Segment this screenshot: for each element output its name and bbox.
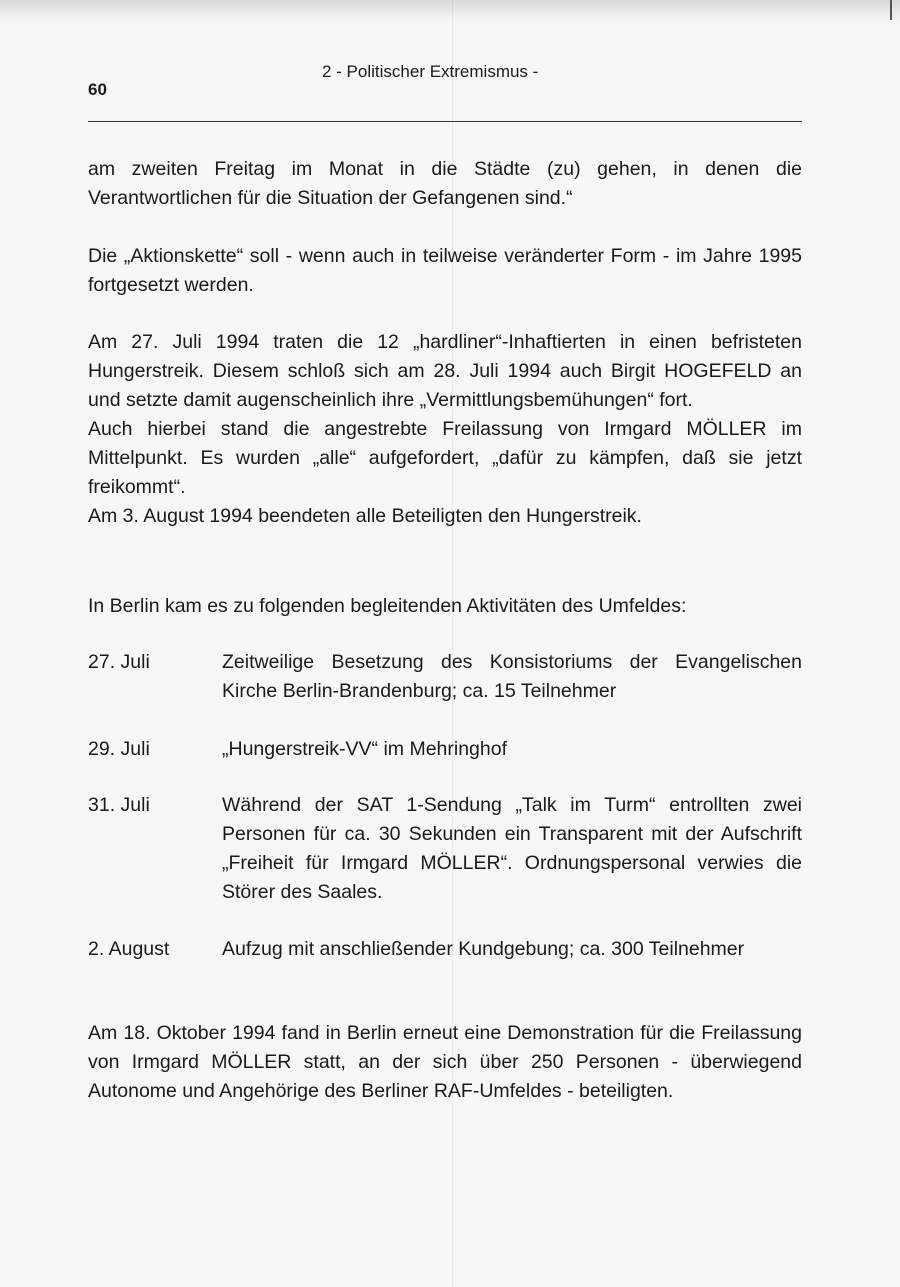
paragraph: Am 27. Juli 1994 traten die 12 „hardliner“-Inhaftierten in einen befristeten Hungerstreik. Diesem schloß sich am 28. Juli 1994 auch Birgit HOGEFELD an und setzte damit augenscheinlich ihre „Vermittlungsbemühungen“ fort. xyxy=(88,331,802,411)
activity-list xyxy=(88,648,802,964)
activity-description: Zeitweilige Besetzung des Konsistoriums der Evangelischen Kirche Berlin-Brandenburg; ca. 15 Teilnehmer xyxy=(222,651,802,702)
paragraph: Die „Aktionskette“ soll - wenn auch in teilweise veränderter Form - im Jahre 1995 fortgesetzt werden. xyxy=(88,245,802,296)
paragraph: am zweiten Freitag im Monat in die Städte (zu) gehen, in denen die Verantwortlichen für die Situation der Gefangenen sind.“ xyxy=(88,158,802,209)
running-header: 2 - Politischer Extremismus - xyxy=(322,62,539,81)
paragraph: Auch hierbei stand die angestrebte Freilassung von Irmgard MÖLLER im Mittelpunkt. Es wurden „alle“ aufgefordert, „dafür zu kämpfen, daß sie jetzt freikommt“. xyxy=(88,418,802,498)
activity-date: 31. Juli xyxy=(88,794,150,816)
activity-date: 29. Juli xyxy=(88,738,150,760)
activity-date: 27. Juli xyxy=(88,651,150,673)
activity-description: „Hungerstreik-VV“ im Mehringhof xyxy=(222,738,508,760)
activity-entry xyxy=(88,735,802,764)
paragraph: Am 18. Oktober 1994 fand in Berlin erneut eine Demonstration für die Freilassung von Irmgard MÖLLER statt, an der sich über 250 Personen - überwiegend Autonome und Angehörige des Berliner RAF-Umfeldes - beteiligten. xyxy=(88,1022,802,1102)
page-number: 60 xyxy=(88,80,107,99)
scan-shadow xyxy=(0,0,900,22)
activity-entry xyxy=(88,791,802,907)
activity-entry xyxy=(88,935,802,964)
header-divider xyxy=(88,121,802,122)
paragraph-group xyxy=(88,328,802,531)
activity-date: 2. August xyxy=(88,938,170,960)
activity-entry xyxy=(88,648,802,706)
scan-edge-mark xyxy=(890,0,892,20)
paragraph: Am 3. August 1994 beendeten alle Beteiligten den Hungerstreik. xyxy=(88,505,642,527)
activity-description: Aufzug mit anschließender Kundgebung; ca. 300 Teilnehmer xyxy=(222,938,745,960)
paragraph: In Berlin kam es zu folgenden begleitenden Aktivitäten des Umfeldes: xyxy=(88,595,687,617)
activity-description: Während der SAT 1-Sendung „Talk im Turm“ entrollten zwei Personen für ca. 30 Sekunden ein Transparent mit der Aufschrift „Freiheit für Irmgard MÖLLER“. Ordnungspersonal verwies die Störer des Saales. xyxy=(222,794,802,903)
